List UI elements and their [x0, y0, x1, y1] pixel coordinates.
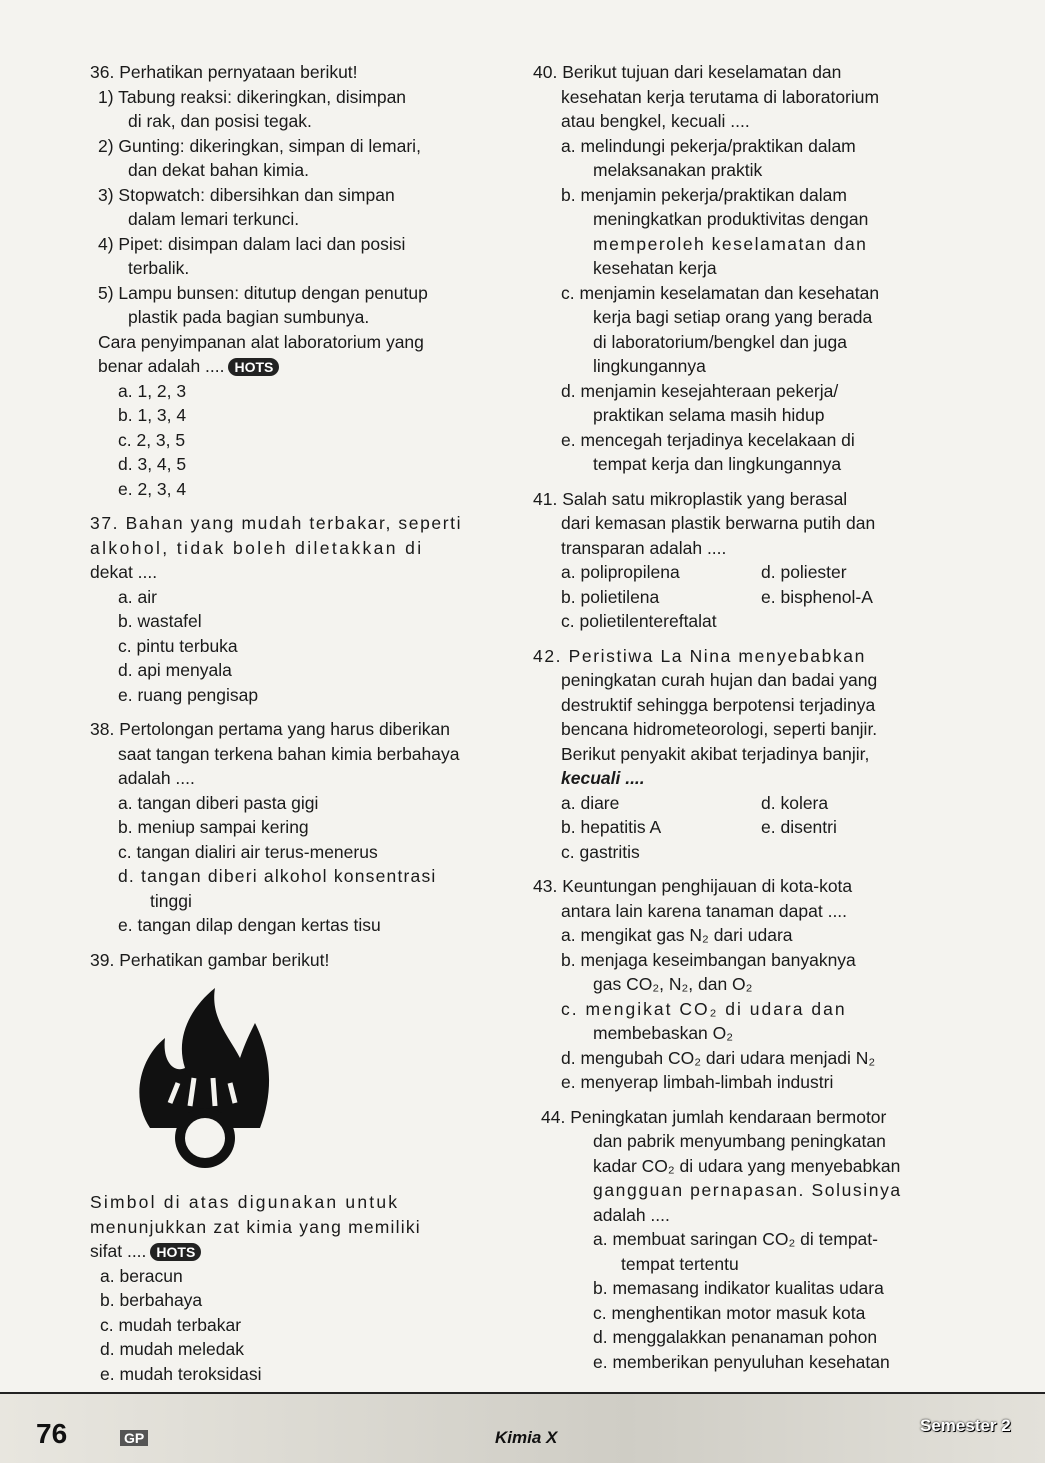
question-stem: 41. Salah satu mikroplastik yang berasal — [533, 488, 848, 509]
semester-label: Semester 2 — [920, 1416, 1011, 1435]
statement: dan dekat bahan kimia. — [128, 160, 309, 180]
hots-badge: HOTS — [150, 1243, 201, 1261]
answer-option-continued: di laboratorium/bengkel dan juga — [593, 331, 847, 352]
option-row — [533, 560, 1023, 585]
answer-option-continued: praktikan selama masih hidup — [593, 405, 825, 425]
option-row — [533, 791, 1023, 816]
answer-option[interactable]: e. ruang pengisap — [118, 684, 259, 705]
answer-option[interactable]: a. diare — [561, 792, 620, 813]
question-44 — [533, 1105, 1023, 1375]
question-stem: atau bengkel, kecuali .... — [561, 111, 750, 131]
question-prompt: Cara penyimpanan alat laboratorium yang — [98, 331, 424, 352]
right-column — [533, 60, 1023, 1384]
question-stem: kesehatan kerja terutama di laboratorium — [561, 86, 880, 107]
answer-option[interactable]: e. tangan dilap dengan kertas tisu — [118, 915, 381, 935]
statement: plastik pada bagian sumbunya. — [128, 307, 370, 327]
publisher-logo: GP — [120, 1430, 148, 1446]
question-stem: 44. Peningkatan jumlah kendaraan bermotor — [541, 1106, 887, 1127]
question-stem: destruktif sehingga berpotensi terjadinya — [561, 694, 876, 715]
answer-option[interactable]: d. mudah meledak — [100, 1339, 244, 1359]
question-39 — [90, 948, 520, 1387]
question-stem: alkohol, tidak boleh diletakkan di — [90, 537, 424, 558]
question-41 — [533, 487, 1023, 634]
question-stem: transparan adalah .... — [561, 537, 727, 558]
answer-option[interactable]: e. disentri — [761, 817, 837, 837]
question-38 — [90, 717, 520, 938]
answer-option-continued: membebaskan O₂ — [593, 1023, 734, 1043]
question-prompt: benar adalah .... HOTS — [90, 354, 520, 379]
answer-option[interactable]: c. mengikat CO₂ di udara dan — [561, 998, 847, 1019]
question-stem: antara lain karena tanaman dapat .... — [561, 900, 848, 921]
answer-option[interactable]: a. beracun — [100, 1265, 183, 1286]
answer-option[interactable]: a. mengikat gas N₂ dari udara — [561, 925, 793, 945]
answer-option-continued: tinggi — [150, 890, 192, 911]
answer-option[interactable]: c. polietilentereftalat — [561, 611, 717, 631]
answer-option[interactable]: b. polietilena — [561, 586, 660, 607]
answer-option[interactable]: c. mudah terbakar — [100, 1314, 242, 1335]
answer-option[interactable]: b. hepatitis A — [561, 817, 662, 837]
answer-option[interactable]: b. berbahaya — [100, 1290, 203, 1310]
answer-option[interactable]: c. menghentikan motor masuk kota — [593, 1302, 866, 1323]
question-40 — [533, 60, 1023, 477]
answer-option[interactable]: c. tangan dialiri air terus-menerus — [118, 841, 378, 862]
statement: di rak, dan posisi tegak. — [128, 111, 312, 131]
answer-option[interactable]: c. gastritis — [561, 841, 640, 862]
question-36 — [90, 60, 520, 501]
answer-option-continued: tempat tertentu — [621, 1253, 739, 1274]
statement: 3) Stopwatch: dibersihkan dan simpan — [98, 184, 395, 205]
statement: terbalik. — [128, 258, 190, 278]
question-stem: dan pabrik menyumbang peningkatan — [593, 1131, 886, 1151]
answer-option[interactable]: d. kolera — [761, 792, 829, 813]
answer-option[interactable]: c. 2, 3, 5 — [118, 429, 186, 450]
question-43 — [533, 874, 1023, 1095]
question-37 — [90, 511, 520, 707]
answer-option[interactable]: a. polipropilena — [561, 562, 680, 582]
answer-option[interactable]: a. tangan diberi pasta gigi — [118, 792, 319, 813]
answer-option-continued: meningkatkan produktivitas dengan — [593, 209, 869, 229]
statement: dalam lemari terkunci. — [128, 209, 300, 229]
question-stem: sifat .... HOTS — [90, 1239, 520, 1264]
answer-option-continued: lingkungannya — [593, 356, 706, 376]
answer-option[interactable]: b. menjamin pekerja/praktikan dalam — [561, 184, 847, 205]
answer-option[interactable]: d. poliester — [761, 562, 847, 582]
question-stem: 42. Peristiwa La Nina menyebabkan — [533, 645, 866, 666]
answer-option[interactable]: b. 1, 3, 4 — [118, 405, 187, 425]
answer-option-continued: memperoleh keselamatan dan — [593, 233, 868, 254]
statement: 2) Gunting: dikeringkan, simpan di lemari, — [98, 135, 421, 156]
answer-option[interactable]: b. menjaga keseimbangan banyaknya — [561, 949, 856, 970]
option-row — [533, 815, 1023, 840]
answer-option[interactable]: a. membuat saringan CO₂ di tempat- — [593, 1229, 878, 1249]
option-row — [533, 585, 1023, 610]
answer-option-continued: kerja bagi setiap orang yang berada — [593, 307, 873, 327]
question-stem: peningkatan curah hujan dan badai yang — [561, 670, 878, 690]
answer-option[interactable]: c. menjamin keselamatan dan kesehatan — [561, 282, 880, 303]
answer-option-continued: gas CO₂, N₂, dan O₂ — [593, 974, 753, 994]
answer-option[interactable]: e. menyerap limbah-limbah industri — [561, 1072, 834, 1092]
flammable-symbol-figure — [90, 978, 300, 1178]
question-stem: saat tangan terkena bahan kimia berbahaya — [118, 743, 460, 764]
question-42 — [533, 644, 1023, 865]
question-stem: 40. Berikut tujuan dari keselamatan dan — [533, 62, 842, 82]
question-stem: kecuali .... — [561, 768, 645, 788]
question-stem: gangguan pernapasan. Solusinya — [593, 1180, 902, 1200]
answer-option[interactable]: a. air — [118, 586, 157, 607]
question-stem: bencana hidrometeorologi, seperti banjir. — [561, 719, 878, 739]
answer-option[interactable]: b. memasang indikator kualitas udara — [593, 1278, 884, 1298]
question-stem: 36. Perhatikan pernyataan berikut! — [90, 62, 358, 82]
question-stem: adalah .... — [593, 1204, 670, 1225]
answer-option[interactable]: d. tangan diberi alkohol konsentrasi — [118, 866, 437, 886]
question-stem: dari kemasan plastik berwarna putih dan — [561, 513, 876, 533]
question-stem: menunjukkan zat kimia yang memiliki — [90, 1216, 421, 1237]
question-stem: 43. Keuntungan penghijauan di kota-kota — [533, 876, 853, 896]
hots-badge: HOTS — [228, 358, 279, 376]
answer-option-continued: tempat kerja dan lingkungannya — [593, 454, 842, 474]
statement: 4) Pipet: disimpan dalam laci dan posisi — [98, 233, 406, 254]
answer-option[interactable]: e. mudah teroksidasi — [100, 1363, 262, 1384]
flame-over-circle-icon — [90, 978, 300, 1178]
answer-option-continued: kesehatan kerja — [593, 258, 717, 278]
answer-option[interactable]: d. mengubah CO₂ dari udara menjadi N₂ — [561, 1047, 876, 1068]
answer-option[interactable]: e. bisphenol-A — [761, 586, 873, 607]
answer-option[interactable]: d. api menyala — [118, 660, 232, 680]
answer-option[interactable]: d. menggalakkan penanaman pohon — [593, 1327, 878, 1347]
statement: 1) Tabung reaksi: dikeringkan, disimpan — [98, 86, 407, 107]
question-stem: 38. Pertolongan pertama yang harus diberikan — [90, 719, 450, 739]
answer-option[interactable]: b. wastafel — [118, 611, 202, 631]
question-stem: 39. Perhatikan gambar berikut! — [90, 949, 330, 970]
question-stem: Simbol di atas digunakan untuk — [90, 1192, 400, 1212]
answer-option[interactable]: c. pintu terbuka — [118, 635, 238, 656]
answer-option[interactable]: e. mencegah terjadinya kecelakaan di — [561, 429, 855, 450]
question-stem: kadar CO₂ di udara yang menyebabkan — [593, 1155, 901, 1176]
answer-option[interactable]: e. memberikan penyuluhan kesehatan — [593, 1351, 890, 1372]
answer-option[interactable]: b. meniup sampai kering — [118, 817, 309, 837]
answer-option[interactable]: d. menjamin kesejahteraan pekerja/ — [561, 380, 839, 401]
question-stem: 37. Bahan yang mudah terbakar, seperti — [90, 513, 463, 533]
question-stem: adalah .... — [118, 768, 195, 788]
answer-option[interactable]: a. melindungi pekerja/praktikan dalam — [561, 135, 856, 156]
book-title: Kimia X — [495, 1428, 558, 1447]
answer-option[interactable]: d. 3, 4, 5 — [118, 454, 187, 474]
page-number: 76 — [36, 1418, 68, 1449]
answer-option-continued: melaksanakan praktik — [593, 160, 763, 180]
question-stem: dekat .... — [90, 562, 158, 582]
left-column — [90, 60, 520, 1396]
answer-option[interactable]: e. 2, 3, 4 — [118, 478, 187, 499]
statement: 5) Lampu bunsen: ditutup dengan penutup — [98, 282, 428, 303]
answer-option[interactable]: a. 1, 2, 3 — [118, 380, 187, 401]
question-stem: Berikut penyakit akibat terjadinya banjir, — [561, 743, 870, 764]
